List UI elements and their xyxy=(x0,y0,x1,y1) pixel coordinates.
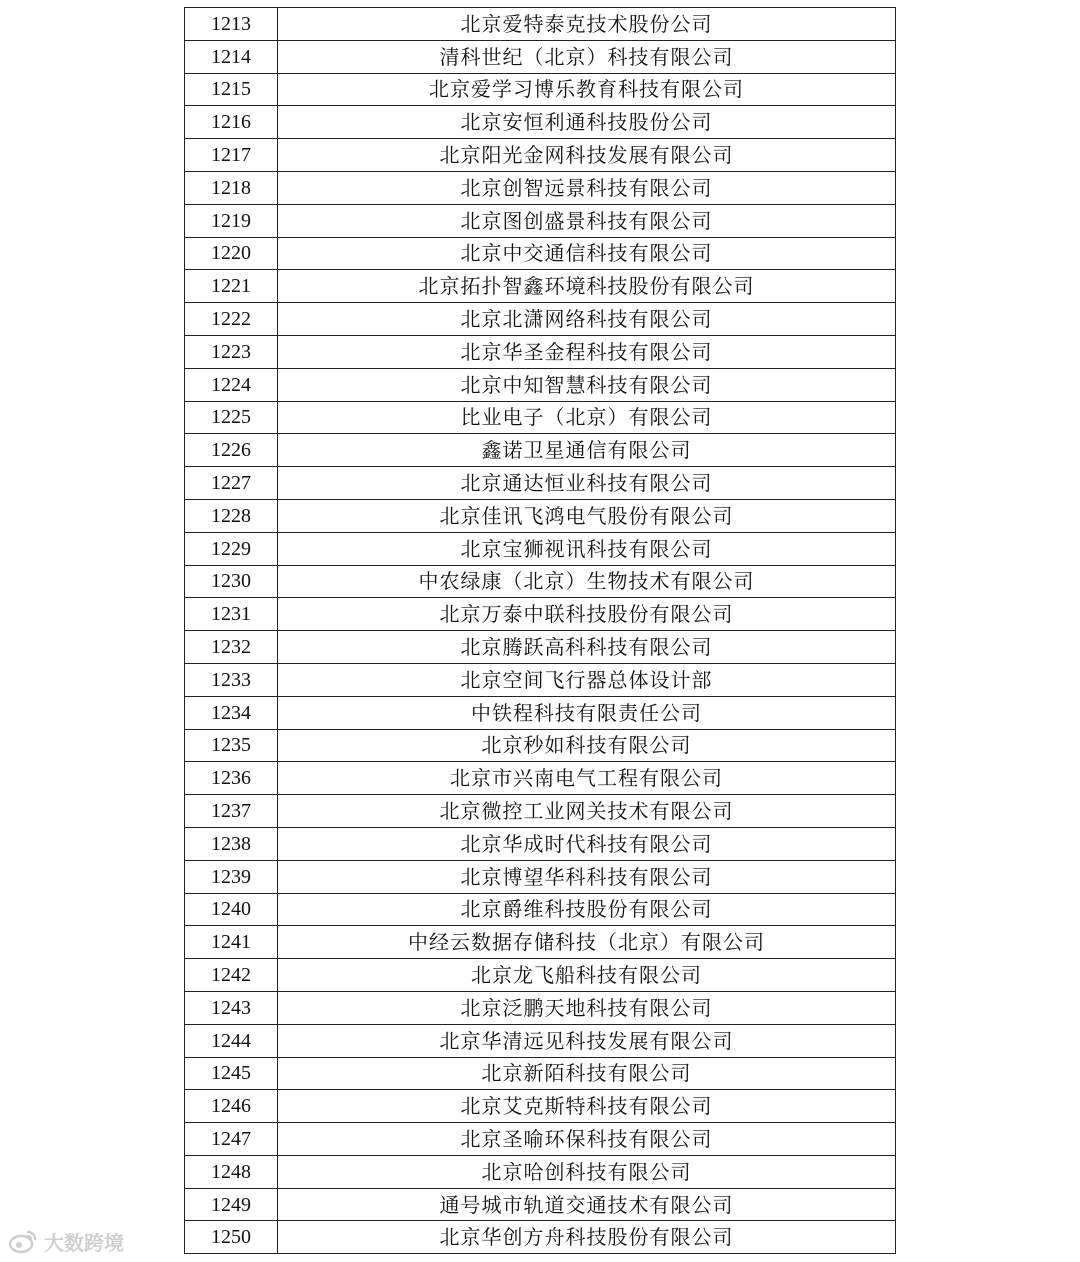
company-list-table xyxy=(184,7,896,1254)
table-row xyxy=(185,926,896,959)
company-name-cell: 北京万泰中联科技股份有限公司 xyxy=(278,598,896,631)
company-name-cell: 北京通达恒业科技有限公司 xyxy=(278,467,896,500)
table-row xyxy=(185,795,896,828)
table-row xyxy=(185,303,896,336)
row-number-cell: 1240 xyxy=(185,893,278,926)
table-row xyxy=(185,991,896,1024)
table-row xyxy=(185,434,896,467)
row-number-cell: 1226 xyxy=(185,434,278,467)
company-name-cell: 北京腾跃高科科技有限公司 xyxy=(278,631,896,664)
row-number-cell: 1234 xyxy=(185,696,278,729)
table-row xyxy=(185,368,896,401)
company-name-cell: 北京图创盛景科技有限公司 xyxy=(278,204,896,237)
company-name-cell: 北京微控工业网关技术有限公司 xyxy=(278,795,896,828)
table-row xyxy=(185,729,896,762)
table-row xyxy=(185,467,896,500)
table-row xyxy=(185,139,896,172)
row-number-cell: 1242 xyxy=(185,959,278,992)
company-name-cell: 北京爱特泰克技术股份公司 xyxy=(278,8,896,41)
company-name-cell: 中经云数据存储科技（北京）有限公司 xyxy=(278,926,896,959)
row-number-cell: 1230 xyxy=(185,565,278,598)
row-number-cell: 1249 xyxy=(185,1188,278,1221)
row-number-cell: 1246 xyxy=(185,1090,278,1123)
row-number-cell: 1233 xyxy=(185,663,278,696)
row-number-cell: 1215 xyxy=(185,73,278,106)
company-name-cell: 北京阳光金网科技发展有限公司 xyxy=(278,139,896,172)
table-row xyxy=(185,959,896,992)
company-name-cell: 北京艾克斯特科技有限公司 xyxy=(278,1090,896,1123)
company-name-cell: 北京拓扑智鑫环境科技股份有限公司 xyxy=(278,270,896,303)
row-number-cell: 1236 xyxy=(185,762,278,795)
company-name-cell: 北京爱学习博乐教育科技有限公司 xyxy=(278,73,896,106)
row-number-cell: 1237 xyxy=(185,795,278,828)
row-number-cell: 1239 xyxy=(185,860,278,893)
row-number-cell: 1227 xyxy=(185,467,278,500)
row-number-cell: 1229 xyxy=(185,532,278,565)
row-number-cell: 1218 xyxy=(185,171,278,204)
table-row xyxy=(185,335,896,368)
row-number-cell: 1238 xyxy=(185,827,278,860)
company-name-cell: 北京中交通信科技有限公司 xyxy=(278,237,896,270)
company-name-cell: 北京博望华科科技有限公司 xyxy=(278,860,896,893)
row-number-cell: 1235 xyxy=(185,729,278,762)
row-number-cell: 1243 xyxy=(185,991,278,1024)
company-name-cell: 中农绿康（北京）生物技术有限公司 xyxy=(278,565,896,598)
weibo-logo-icon xyxy=(8,1228,38,1254)
table-row xyxy=(185,532,896,565)
table-row xyxy=(185,270,896,303)
company-name-cell: 北京北潇网络科技有限公司 xyxy=(278,303,896,336)
row-number-cell: 1225 xyxy=(185,401,278,434)
company-name-cell: 鑫诺卫星通信有限公司 xyxy=(278,434,896,467)
company-name-cell: 北京龙飞船科技有限公司 xyxy=(278,959,896,992)
company-name-cell: 北京新陌科技有限公司 xyxy=(278,1057,896,1090)
table-row xyxy=(185,1024,896,1057)
table-row xyxy=(185,40,896,73)
table-row xyxy=(185,1221,896,1254)
table-row xyxy=(185,598,896,631)
table-row xyxy=(185,893,896,926)
company-name-cell: 北京宝狮视讯科技有限公司 xyxy=(278,532,896,565)
company-name-cell: 北京佳讯飞鸿电气股份有限公司 xyxy=(278,499,896,532)
row-number-cell: 1232 xyxy=(185,631,278,664)
company-name-cell: 北京华创方舟科技股份有限公司 xyxy=(278,1221,896,1254)
watermark xyxy=(8,1226,124,1256)
row-number-cell: 1250 xyxy=(185,1221,278,1254)
table-row xyxy=(185,860,896,893)
company-name-cell: 中铁程科技有限责任公司 xyxy=(278,696,896,729)
company-name-cell: 北京创智远景科技有限公司 xyxy=(278,171,896,204)
row-number-cell: 1224 xyxy=(185,368,278,401)
company-name-cell: 北京中知智慧科技有限公司 xyxy=(278,368,896,401)
table-row xyxy=(185,663,896,696)
row-number-cell: 1217 xyxy=(185,139,278,172)
row-number-cell: 1220 xyxy=(185,237,278,270)
watermark-text: 大数跨境 xyxy=(44,1230,124,1255)
row-number-cell: 1216 xyxy=(185,106,278,139)
table-row xyxy=(185,827,896,860)
company-name-cell: 北京哈创科技有限公司 xyxy=(278,1155,896,1188)
table-body xyxy=(185,8,896,1254)
company-name-cell: 北京华清远见科技发展有限公司 xyxy=(278,1024,896,1057)
company-name-cell: 通号城市轨道交通技术有限公司 xyxy=(278,1188,896,1221)
row-number-cell: 1223 xyxy=(185,335,278,368)
table-row xyxy=(185,1155,896,1188)
table-row xyxy=(185,204,896,237)
row-number-cell: 1221 xyxy=(185,270,278,303)
table-row xyxy=(185,106,896,139)
row-number-cell: 1222 xyxy=(185,303,278,336)
row-number-cell: 1241 xyxy=(185,926,278,959)
table-row xyxy=(185,73,896,106)
company-name-cell: 北京秒如科技有限公司 xyxy=(278,729,896,762)
row-number-cell: 1214 xyxy=(185,40,278,73)
table-row xyxy=(185,499,896,532)
table-row xyxy=(185,401,896,434)
company-name-cell: 北京华成时代科技有限公司 xyxy=(278,827,896,860)
table-row xyxy=(185,631,896,664)
table-row xyxy=(185,696,896,729)
table-row xyxy=(185,237,896,270)
company-name-cell: 北京泛鹏天地科技有限公司 xyxy=(278,991,896,1024)
row-number-cell: 1244 xyxy=(185,1024,278,1057)
table-row xyxy=(185,1188,896,1221)
company-name-cell: 北京爵维科技股份有限公司 xyxy=(278,893,896,926)
company-name-cell: 清科世纪（北京）科技有限公司 xyxy=(278,40,896,73)
table-row xyxy=(185,8,896,41)
company-name-cell: 比业电子（北京）有限公司 xyxy=(278,401,896,434)
company-name-cell: 北京圣喻环保科技有限公司 xyxy=(278,1123,896,1156)
company-name-cell: 北京市兴南电气工程有限公司 xyxy=(278,762,896,795)
company-name-cell: 北京华圣金程科技有限公司 xyxy=(278,335,896,368)
row-number-cell: 1247 xyxy=(185,1123,278,1156)
company-name-cell: 北京空间飞行器总体设计部 xyxy=(278,663,896,696)
table-row xyxy=(185,565,896,598)
table-row xyxy=(185,762,896,795)
row-number-cell: 1248 xyxy=(185,1155,278,1188)
table-row xyxy=(185,171,896,204)
row-number-cell: 1213 xyxy=(185,8,278,41)
row-number-cell: 1228 xyxy=(185,499,278,532)
row-number-cell: 1231 xyxy=(185,598,278,631)
row-number-cell: 1219 xyxy=(185,204,278,237)
table-row xyxy=(185,1090,896,1123)
row-number-cell: 1245 xyxy=(185,1057,278,1090)
table-row xyxy=(185,1057,896,1090)
company-name-cell: 北京安恒利通科技股份公司 xyxy=(278,106,896,139)
table-row xyxy=(185,1123,896,1156)
